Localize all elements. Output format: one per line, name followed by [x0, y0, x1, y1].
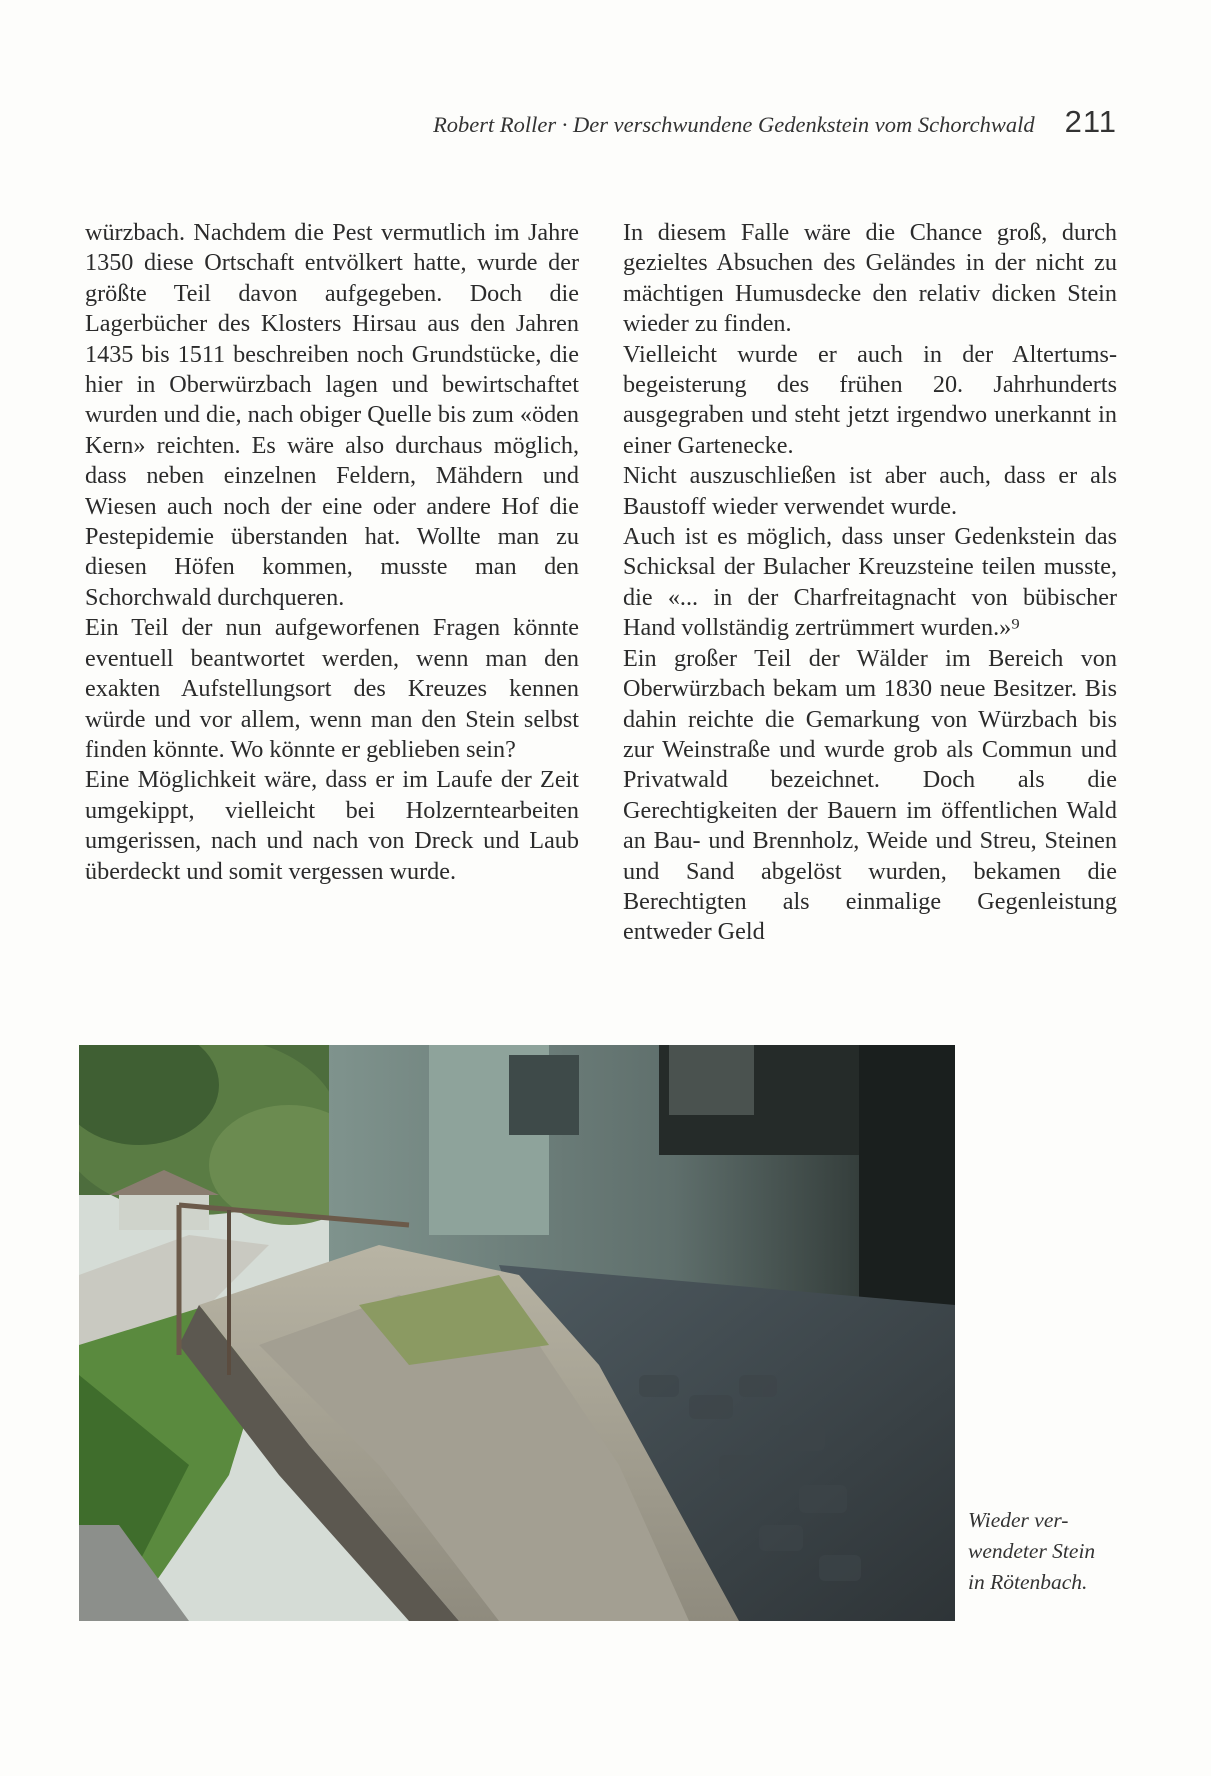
paragraph: Eine Möglichkeit wäre, dass er im Laufe der Zeit umgekippt, vielleicht bei Holzerntearbeiten umgerissen, nach und nach von Dreck und Laub überdeckt und somit vergessen wurde. [85, 766, 579, 885]
running-title: Robert Roller · Der verschwundene Gedenkstein vom Schorchwald [433, 112, 1035, 137]
paragraph: In diesem Falle wäre die Chance groß, durch gezieltes Absuchen des Geländes in der nicht zu mächtigen Humusdecke den relativ dicken Stein wieder zu finden. [623, 219, 1117, 338]
paragraph: würzbach. Nachdem die Pest vermutlich im Jahre 1350 diese Ortschaft entvölkert hatte, wurde der größte Teil davon aufgegeben. Doch die Lagerbücher des Klosters Hirsau aus den Jahren 1435 bis 1511 beschreiben noch Grundstücke, die hier in Oberwürzbach lagen und bewirtschaftet wurden und die, nach obiger Quelle bis zum «öden Kern» reichten. Es wäre also durchaus möglich, dass neben einzelnen Feldern, Mähdern und Wiesen auch noch der eine oder andere Hof die Pestepidemie überstanden hat. Wollte man zu diesen Höfen kommen, musste man den Schorchwald durchqueren. [85, 219, 579, 611]
stone-staircase-photo [79, 1045, 955, 1621]
paragraph: Ein großer Teil der Wälder im Bereich von Oberwürzbach bekam um 1830 neue Besitzer. Bis dahin reichte die Gemarkung von Würzbach bis zur Weinstraße und wurde grob als Commun und Privatwald bezeichnet. Doch als die Gerechtigkeiten der Bauern im öffentlichen Wald an Bau- und Brennholz, Weide und Streu, Steinen und Sand abgelöst wurden, bekamen die Berechtigten als einmalige Gegenleistung entweder Geld [623, 644, 1117, 946]
paragraph: Auch ist es möglich, dass unser Gedenkstein das Schicksal der Bulacher Kreuzsteine teilen musste, die «... in der Charfreitagnacht von bübischer Hand vollständig zertrümmert wurden.»⁹ [623, 523, 1117, 642]
page-number: 211 [1064, 104, 1117, 139]
caption-line: Wieder ver- [968, 1508, 1069, 1532]
caption-line: in Rötenbach. [968, 1570, 1088, 1594]
figure-caption [968, 1505, 1128, 1598]
right-column [623, 218, 1117, 948]
paragraph: Vielleicht wurde er auch in der Altertumsbegeisterung des frühen 20. Jahrhunderts ausgegraben und steht jetzt irgendwo unerkannt in einer Gartenecke. [623, 340, 1117, 459]
paragraph: Nicht auszuschließen ist aber auch, dass er als Baustoff wieder verwendet wurde. [623, 462, 1117, 520]
paragraph: Ein Teil der nun aufgeworfenen Fragen könnte eventuell beantwortet werden, wenn man den exakten Aufstellungsort des Kreuzes kennen würde und vor allem, wenn man den Stein selbst finden könnte. Wo könnte er geblieben sein? [85, 614, 579, 763]
running-header [0, 104, 1117, 144]
caption-line: wendeter Stein [968, 1539, 1096, 1563]
left-column [85, 218, 579, 887]
